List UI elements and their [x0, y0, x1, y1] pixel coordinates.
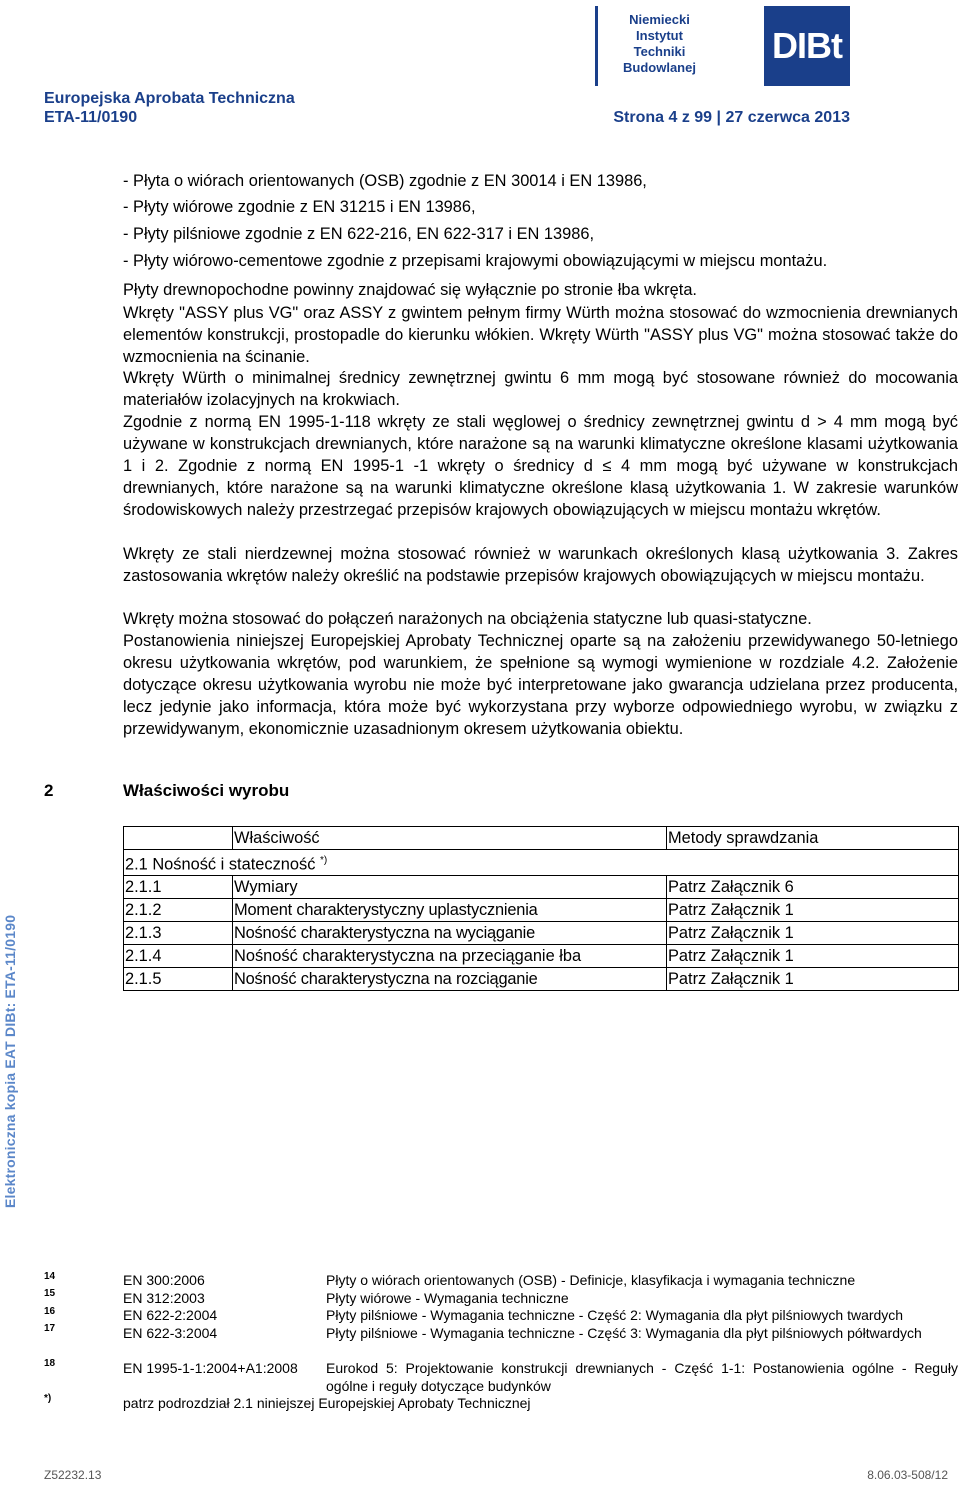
paragraph: Zgodnie z normą EN 1995-1-118 wkręty ze stali węglowej o średnicy zewnętrznej gwintu d > 4 mm mogą być używane w konstrukcjach drewnianych, które narażone są na warunki klimatyczne określone klasami użytkowania 1 i 2. Zgodnie z normą EN 1995-1 -1 wkręty o średnicy d ≤ 4 mm mogą być używane w konstrukcjach drewnianych, które narażone są na warunki klimatyczne określone klasą użytkowania 1. W zakresie warunków środowiskowych należy przestrzegać przepisów krajowych obowiązujących w miejscu montażu wkrętów.	[123, 413, 958, 519]
row-number: 2.1.5	[124, 968, 233, 991]
section-number: 2	[44, 781, 54, 800]
table-row	[124, 876, 959, 899]
row-property: Nośność charakterystyczna na wyciąganie	[233, 922, 667, 945]
paragraph: Płyty drewnopochodne powinny znajdować się wyłącznie po stronie łba wkręta.	[123, 281, 697, 299]
institute-name	[595, 6, 721, 86]
footnote-desc: Płyty pilśniowe - Wymagania techniczne - Część 3: Wymagania dla płyt pilśniowych półtwardych	[326, 1325, 922, 1341]
footnote-ref: EN 312:2003	[123, 1290, 205, 1306]
group-label-text: 2.1 Nośność i stateczność	[125, 855, 316, 874]
table-header-row	[124, 827, 959, 850]
footnote-number: 14	[44, 1271, 56, 1282]
paragraph: Wkręty Würth o minimalnej średnicy zewnętrznej gwintu 6 mm mogą być stosowane również do mocowania materiałów izolacyjnych na krokwiach.	[123, 369, 958, 409]
footnote-ref: EN 300:2006	[123, 1272, 205, 1288]
row-method: Patrz Załącznik 1	[667, 899, 959, 922]
paragraph: Wkręty "ASSY plus VG" oraz ASSY z gwintem pełnym firmy Würth można stosować do wzmocnienia drewnianych elementów konstrukcji, prostopadle do kierunku włókien. Wkręty Würth "ASSY plus VG" można stosować także do wzmocnienia na ścinanie.	[123, 304, 958, 366]
row-method: Patrz Załącznik 1	[667, 945, 959, 968]
footnote-ref: EN 622-2:2004	[123, 1307, 218, 1323]
table-row	[124, 968, 959, 991]
bullet-item: - Płyty wiórowo-cementowe zgodnie z przepisami krajowymi obowiązującymi w miejscu montażu.	[123, 252, 828, 270]
document-title: Europejska Aprobata Techniczna	[44, 90, 295, 107]
table-row	[124, 945, 959, 968]
row-method: Patrz Załącznik 1	[667, 922, 959, 945]
paragraph: Postanowienia niniejszej Europejskiej Aprobaty Technicznej oparte są na założeniu przewidywanego 50-letniego okresu użytkowania wkrętów, pod warunkiem, że spełnione są wymogi wymienione w rozdziale 4.2. Założenie dotyczące okresu użytkowania wyrobu nie może być interpretowane jako gwarancja udzielana przez producenta, lecz jedynie jako informacja, która może być wykorzystana przy wyborze odpowiedniego wyrobu, w związku z przewidywanym, ekonomicznie uzasadnionym okresem użytkowania obiektu.	[123, 632, 958, 738]
row-number: 2.1.1	[124, 876, 233, 899]
footnote-number: 18	[44, 1358, 56, 1369]
logo-line: Niemiecki	[629, 12, 690, 27]
page-info: Strona 4 z 99 | 27 czerwca 2013	[613, 109, 850, 126]
row-number: 2.1.2	[124, 899, 233, 922]
logo-line: Budowlanej	[623, 60, 696, 75]
bullet-item: - Płyta o wiórach orientowanych (OSB) zgodnie z EN 30014 i EN 13986,	[123, 172, 647, 190]
footnote-desc: Eurokod 5: Projektowanie konstrukcji drewnianych - Część 1-1: Postanowienia ogólne - Reguły ogólne i reguły dotyczące budynków	[326, 1360, 958, 1394]
footnote-desc: Płyty wiórowe - Wymagania techniczne	[326, 1290, 569, 1306]
table-group-label	[124, 850, 959, 876]
row-number: 2.1.4	[124, 945, 233, 968]
row-number: 2.1.3	[124, 922, 233, 945]
row-property: Nośność charakterystyczna na rozciąganie	[233, 968, 667, 991]
dibt-logo	[764, 6, 850, 86]
table-header-method: Metody sprawdzania	[667, 827, 959, 850]
footnote-number: 17	[44, 1323, 56, 1334]
logo-mark: DIBt	[772, 25, 842, 66]
bullet-item: - Płyty wiórowe zgodnie z EN 31215 i EN 13986,	[123, 198, 476, 216]
paragraph: Wkręty można stosować do połączeń narażonych na obciążenia statyczne lub quasi-statyczne.	[123, 610, 812, 628]
document-number: ETA-11/0190	[44, 109, 138, 126]
footnote-desc: Płyty pilśniowe - Wymagania techniczne - Część 2: Wymagania dla płyt pilśniowych twardych	[326, 1307, 904, 1323]
section-title: Właściwości wyrobu	[123, 781, 290, 800]
bullet-item: - Płyty pilśniowe zgodnie z EN 622-216, EN 622-317 i EN 13986,	[123, 225, 595, 243]
electronic-copy-watermark: Elektroniczna kopia EAT DIBt: ETA-11/0190	[2, 914, 18, 1208]
footnote-number: 16	[44, 1306, 56, 1317]
table-row	[124, 899, 959, 922]
footnote-ref: EN 622-3:2004	[123, 1325, 218, 1341]
logo-line: Techniki	[633, 44, 686, 59]
footnote-ref: patrz podrozdział 2.1 niniejszej Europejskiej Aprobaty Technicznej	[123, 1395, 531, 1411]
footer-code-left: Z52232.13	[44, 1468, 102, 1482]
row-property: Moment charakterystyczny uplastycznienia	[233, 899, 667, 922]
paragraph: Wkręty ze stali nierdzewnej można stosować również w warunkach określonych klasą użytkowania 3. Zakres zastosowania wkrętów należy określić na podstawie przepisów krajowych obowiązujących w miejscu montażu.	[123, 545, 958, 585]
footnote-number: *)	[44, 1393, 52, 1404]
table-row	[124, 922, 959, 945]
footnote-number: 15	[44, 1288, 56, 1299]
footnote-ref: EN 1995-1-1:2004+A1:2008	[123, 1360, 298, 1376]
row-property: Wymiary	[233, 876, 667, 899]
footnote-desc: Płyty o wiórach orientowanych (OSB) - Definicje, klasyfikacja i wymagania techniczne	[326, 1272, 856, 1288]
properties-table	[123, 826, 959, 991]
row-method: Patrz Załącznik 1	[667, 968, 959, 991]
logo-line: Instytut	[636, 28, 683, 43]
row-property: Nośność charakterystyczna na przeciąganie łba	[233, 945, 667, 968]
footer-code-right: 8.06.03-508/12	[867, 1468, 948, 1482]
table-group-row	[124, 850, 959, 876]
footnote-mark: *)	[319, 855, 328, 866]
table-cell	[124, 827, 233, 850]
table-header-property: Właściwość	[233, 827, 667, 850]
row-method: Patrz Załącznik 6	[667, 876, 959, 899]
